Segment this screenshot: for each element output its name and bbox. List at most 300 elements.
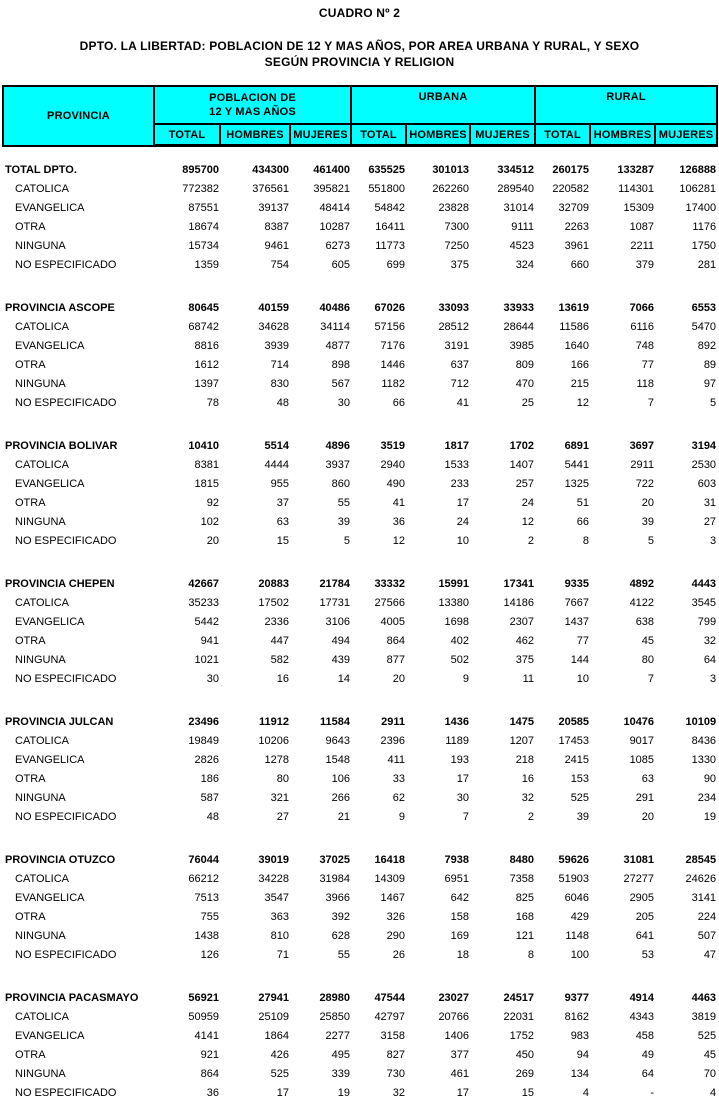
value-cell: 281 xyxy=(655,255,717,274)
value-cell: 6116 xyxy=(590,317,655,336)
religion-label: CATOLICA xyxy=(3,317,154,336)
value-cell: 23828 xyxy=(406,198,470,217)
value-cell: 395821 xyxy=(290,179,351,198)
value-cell: 66212 xyxy=(154,869,220,888)
value-cell: 66 xyxy=(535,512,590,531)
value-cell: 375 xyxy=(470,650,535,669)
value-cell: 89 xyxy=(655,355,717,374)
value-cell: 7066 xyxy=(590,298,655,317)
value-cell: 10206 xyxy=(220,731,290,750)
value-cell: 17341 xyxy=(470,574,535,593)
value-cell: 1548 xyxy=(290,750,351,769)
value-cell: 16411 xyxy=(351,217,406,236)
value-cell: 809 xyxy=(470,355,535,374)
value-cell: 1533 xyxy=(406,455,470,474)
value-cell: 7513 xyxy=(154,888,220,907)
value-cell: 3961 xyxy=(535,236,590,255)
value-cell: 11586 xyxy=(535,317,590,336)
value-cell: 32709 xyxy=(535,198,590,217)
value-cell: 8436 xyxy=(655,731,717,750)
value-cell: 321 xyxy=(220,788,290,807)
value-cell: 12 xyxy=(351,531,406,550)
section-header-row xyxy=(3,988,717,1007)
value-cell: 234 xyxy=(655,788,717,807)
value-cell: 628 xyxy=(290,926,351,945)
value-cell: 32 xyxy=(470,788,535,807)
value-cell: 4005 xyxy=(351,612,406,631)
value-cell: 921 xyxy=(154,1045,220,1064)
value-cell: 7 xyxy=(590,393,655,412)
value-cell: 1359 xyxy=(154,255,220,274)
value-cell: 126 xyxy=(154,945,220,964)
value-cell: 10287 xyxy=(290,217,351,236)
value-cell: 19 xyxy=(655,807,717,826)
religion-row xyxy=(3,393,717,412)
value-cell: 166 xyxy=(535,355,590,374)
religion-row xyxy=(3,888,717,907)
column-header-mujeres-rural: MUJERES xyxy=(655,124,717,146)
value-cell: 799 xyxy=(655,612,717,631)
value-cell: 825 xyxy=(470,888,535,907)
value-cell: 39019 xyxy=(220,850,290,869)
value-cell: 59626 xyxy=(535,850,590,869)
value-cell: 169 xyxy=(406,926,470,945)
section-spacer xyxy=(3,826,717,850)
value-cell: 40486 xyxy=(290,298,351,317)
column-header-hombres-poblacion: HOMBRES xyxy=(220,124,290,146)
value-cell: 7 xyxy=(590,669,655,688)
value-cell: 32 xyxy=(655,631,717,650)
value-cell: 4892 xyxy=(590,574,655,593)
value-cell: 2263 xyxy=(535,217,590,236)
table-body xyxy=(3,146,717,1102)
religion-label: NO ESPECIFICADO xyxy=(3,669,154,688)
value-cell: 9 xyxy=(406,669,470,688)
value-cell: 47 xyxy=(655,945,717,964)
value-cell: 28644 xyxy=(470,317,535,336)
value-cell: 80645 xyxy=(154,298,220,317)
value-cell: 45 xyxy=(655,1045,717,1064)
value-cell: 1475 xyxy=(470,712,535,731)
value-cell: 525 xyxy=(535,788,590,807)
value-cell: 376561 xyxy=(220,179,290,198)
religion-row xyxy=(3,374,717,393)
value-cell: 76044 xyxy=(154,850,220,869)
value-cell: 8387 xyxy=(220,217,290,236)
value-cell: 41 xyxy=(351,493,406,512)
value-cell: 233 xyxy=(406,474,470,493)
value-cell: 21784 xyxy=(290,574,351,593)
value-cell: 28512 xyxy=(406,317,470,336)
value-cell: 70 xyxy=(655,1064,717,1083)
value-cell: 4122 xyxy=(590,593,655,612)
value-cell: 8 xyxy=(470,945,535,964)
value-cell: 64 xyxy=(655,650,717,669)
value-cell: 30 xyxy=(406,788,470,807)
value-cell: 27 xyxy=(655,512,717,531)
value-cell: 5514 xyxy=(220,436,290,455)
religion-row xyxy=(3,198,717,217)
section-spacer xyxy=(3,688,717,712)
religion-row xyxy=(3,531,717,550)
table-subtitle xyxy=(0,38,719,70)
religion-row xyxy=(3,179,717,198)
value-cell: 20883 xyxy=(220,574,290,593)
value-cell: 375 xyxy=(406,255,470,274)
value-cell: 334512 xyxy=(470,160,535,179)
value-cell: 892 xyxy=(655,336,717,355)
religion-label: NINGUNA xyxy=(3,374,154,393)
poblacion-line-2: 12 Y MAS AÑOS xyxy=(155,105,350,119)
value-cell: 42797 xyxy=(351,1007,406,1026)
value-cell: 4443 xyxy=(655,574,717,593)
religion-row xyxy=(3,669,717,688)
religion-label: OTRA xyxy=(3,769,154,788)
value-cell: 30 xyxy=(154,669,220,688)
value-cell: 17 xyxy=(406,769,470,788)
value-cell: 722 xyxy=(590,474,655,493)
value-cell: 955 xyxy=(220,474,290,493)
religion-row xyxy=(3,1007,717,1026)
section-header-row xyxy=(3,850,717,869)
value-cell: 39 xyxy=(535,807,590,826)
value-cell: 2277 xyxy=(290,1026,351,1045)
value-cell: 12 xyxy=(470,512,535,531)
value-cell: 379 xyxy=(590,255,655,274)
value-cell: 1148 xyxy=(535,926,590,945)
value-cell: 11773 xyxy=(351,236,406,255)
section-name: PROVINCIA JULCAN xyxy=(3,712,154,731)
value-cell: 4 xyxy=(535,1083,590,1102)
value-cell: 49 xyxy=(590,1045,655,1064)
value-cell: 37 xyxy=(220,493,290,512)
religion-row xyxy=(3,1045,717,1064)
religion-row xyxy=(3,1064,717,1083)
value-cell: 77 xyxy=(535,631,590,650)
value-cell: 51 xyxy=(535,493,590,512)
section-spacer xyxy=(3,412,717,436)
value-cell: 1437 xyxy=(535,612,590,631)
value-cell: 25850 xyxy=(290,1007,351,1026)
religion-label: NINGUNA xyxy=(3,788,154,807)
value-cell: 3194 xyxy=(655,436,717,455)
value-cell: 1612 xyxy=(154,355,220,374)
value-cell: 16 xyxy=(470,769,535,788)
religion-label: EVANGELICA xyxy=(3,474,154,493)
value-cell: 1752 xyxy=(470,1026,535,1045)
value-cell: 39 xyxy=(290,512,351,531)
section-name: TOTAL DPTO. xyxy=(3,160,154,179)
value-cell: 186 xyxy=(154,769,220,788)
religion-row xyxy=(3,907,717,926)
value-cell: 33 xyxy=(351,769,406,788)
value-cell: 114301 xyxy=(590,179,655,198)
value-cell: 25109 xyxy=(220,1007,290,1026)
religion-row xyxy=(3,317,717,336)
value-cell: 6951 xyxy=(406,869,470,888)
column-header-hombres-rural: HOMBRES xyxy=(590,124,655,146)
value-cell: 1407 xyxy=(470,455,535,474)
value-cell: 19 xyxy=(290,1083,351,1102)
value-cell: 3819 xyxy=(655,1007,717,1026)
value-cell: 864 xyxy=(351,631,406,650)
value-cell: 16 xyxy=(220,669,290,688)
column-group-poblacion xyxy=(154,86,351,124)
religion-label: NO ESPECIFICADO xyxy=(3,255,154,274)
value-cell: 27941 xyxy=(220,988,290,1007)
value-cell: 39137 xyxy=(220,198,290,217)
value-cell: 1182 xyxy=(351,374,406,393)
value-cell: 641 xyxy=(590,926,655,945)
religion-row xyxy=(3,631,717,650)
value-cell: 34114 xyxy=(290,317,351,336)
value-cell: 133287 xyxy=(590,160,655,179)
section-header-row xyxy=(3,574,717,593)
value-cell: 5470 xyxy=(655,317,717,336)
value-cell: 2396 xyxy=(351,731,406,750)
value-cell: 11 xyxy=(470,669,535,688)
religion-row xyxy=(3,236,717,255)
value-cell: 1207 xyxy=(470,731,535,750)
value-cell: 34628 xyxy=(220,317,290,336)
value-cell: 97 xyxy=(655,374,717,393)
religion-label: OTRA xyxy=(3,493,154,512)
value-cell: 363 xyxy=(220,907,290,926)
value-cell: 9111 xyxy=(470,217,535,236)
value-cell: 2415 xyxy=(535,750,590,769)
value-cell: 10410 xyxy=(154,436,220,455)
value-cell: 17400 xyxy=(655,198,717,217)
religion-row xyxy=(3,512,717,531)
value-cell: 660 xyxy=(535,255,590,274)
value-cell: 458 xyxy=(590,1026,655,1045)
value-cell: 30 xyxy=(290,393,351,412)
value-cell: 31014 xyxy=(470,198,535,217)
value-cell: 77 xyxy=(590,355,655,374)
value-cell: 21 xyxy=(290,807,351,826)
value-cell: 8480 xyxy=(470,850,535,869)
value-cell: 45 xyxy=(590,631,655,650)
value-cell: 48 xyxy=(220,393,290,412)
subtitle-line-2: SEGÚN PROVINCIA Y RELIGION xyxy=(0,54,719,70)
value-cell: 2 xyxy=(470,531,535,550)
value-cell: 224 xyxy=(655,907,717,926)
value-cell: 1189 xyxy=(406,731,470,750)
value-cell: 33933 xyxy=(470,298,535,317)
value-cell: 15 xyxy=(220,531,290,550)
value-cell: 712 xyxy=(406,374,470,393)
value-cell: 470 xyxy=(470,374,535,393)
religion-label: OTRA xyxy=(3,355,154,374)
value-cell: 10476 xyxy=(590,712,655,731)
value-cell: 7938 xyxy=(406,850,470,869)
religion-label: NINGUNA xyxy=(3,236,154,255)
religion-row xyxy=(3,869,717,888)
value-cell: 18674 xyxy=(154,217,220,236)
value-cell: 4343 xyxy=(590,1007,655,1026)
value-cell: 11584 xyxy=(290,712,351,731)
value-cell: 269 xyxy=(470,1064,535,1083)
value-cell: 262260 xyxy=(406,179,470,198)
section-header-row xyxy=(3,298,717,317)
value-cell: 1702 xyxy=(470,436,535,455)
value-cell: 3191 xyxy=(406,336,470,355)
religion-label: EVANGELICA xyxy=(3,750,154,769)
religion-label: NO ESPECIFICADO xyxy=(3,531,154,550)
value-cell: 55 xyxy=(290,945,351,964)
value-cell: 51903 xyxy=(535,869,590,888)
value-cell: 92 xyxy=(154,493,220,512)
value-cell: 3519 xyxy=(351,436,406,455)
value-cell: 3141 xyxy=(655,888,717,907)
value-cell: 1330 xyxy=(655,750,717,769)
statistics-table xyxy=(2,85,718,1102)
value-cell: 462 xyxy=(470,631,535,650)
value-cell: 495 xyxy=(290,1045,351,1064)
value-cell: 24 xyxy=(406,512,470,531)
value-cell: 16418 xyxy=(351,850,406,869)
value-cell: 1817 xyxy=(406,436,470,455)
value-cell: 55 xyxy=(290,493,351,512)
value-cell: 502 xyxy=(406,650,470,669)
value-cell: 7250 xyxy=(406,236,470,255)
value-cell: 4141 xyxy=(154,1026,220,1045)
value-cell: 36 xyxy=(351,512,406,531)
value-cell: 14186 xyxy=(470,593,535,612)
value-cell: 7358 xyxy=(470,869,535,888)
value-cell: 7176 xyxy=(351,336,406,355)
value-cell: 12 xyxy=(535,393,590,412)
value-cell: 3937 xyxy=(290,455,351,474)
religion-label: EVANGELICA xyxy=(3,888,154,907)
value-cell: 429 xyxy=(535,907,590,926)
religion-row xyxy=(3,493,717,512)
value-cell: 24 xyxy=(470,493,535,512)
value-cell: 755 xyxy=(154,907,220,926)
value-cell: 215 xyxy=(535,374,590,393)
value-cell: - xyxy=(590,1083,655,1102)
value-cell: 2826 xyxy=(154,750,220,769)
value-cell: 40159 xyxy=(220,298,290,317)
value-cell: 3158 xyxy=(351,1026,406,1045)
value-cell: 1864 xyxy=(220,1026,290,1045)
column-group-rural: RURAL xyxy=(535,86,717,124)
value-cell: 193 xyxy=(406,750,470,769)
value-cell: 94 xyxy=(535,1045,590,1064)
value-cell: 20585 xyxy=(535,712,590,731)
religion-label: EVANGELICA xyxy=(3,1026,154,1045)
value-cell: 426 xyxy=(220,1045,290,1064)
value-cell: 47544 xyxy=(351,988,406,1007)
value-cell: 1750 xyxy=(655,236,717,255)
value-cell: 4 xyxy=(655,1083,717,1102)
value-cell: 2 xyxy=(470,807,535,826)
value-cell: 9643 xyxy=(290,731,351,750)
section-header-row xyxy=(3,712,717,731)
value-cell: 10109 xyxy=(655,712,717,731)
value-cell: 5 xyxy=(290,531,351,550)
value-cell: 730 xyxy=(351,1064,406,1083)
value-cell: 810 xyxy=(220,926,290,945)
value-cell: 257 xyxy=(470,474,535,493)
value-cell: 6046 xyxy=(535,888,590,907)
religion-row xyxy=(3,593,717,612)
value-cell: 26 xyxy=(351,945,406,964)
page-title: CUADRO Nº 2 xyxy=(0,6,719,20)
column-header-hombres-urbana: HOMBRES xyxy=(406,124,470,146)
subtitle-line-1: DPTO. LA LIBERTAD: POBLACION DE 12 Y MAS AÑOS, POR AREA URBANA Y RURAL, Y SEXO xyxy=(0,38,719,54)
value-cell: 941 xyxy=(154,631,220,650)
value-cell: 447 xyxy=(220,631,290,650)
value-cell: 31081 xyxy=(590,850,655,869)
value-cell: 24517 xyxy=(470,988,535,1007)
religion-label: NINGUNA xyxy=(3,650,154,669)
value-cell: 439 xyxy=(290,650,351,669)
value-cell: 62 xyxy=(351,788,406,807)
value-cell: 102 xyxy=(154,512,220,531)
value-cell: 1438 xyxy=(154,926,220,945)
religion-row xyxy=(3,455,717,474)
value-cell: 13619 xyxy=(535,298,590,317)
value-cell: 33332 xyxy=(351,574,406,593)
value-cell: 5442 xyxy=(154,612,220,631)
value-cell: 25 xyxy=(470,393,535,412)
column-header-total-urbana: TOTAL xyxy=(351,124,406,146)
column-header-mujeres-urbana: MUJERES xyxy=(470,124,535,146)
value-cell: 1467 xyxy=(351,888,406,907)
value-cell: 20766 xyxy=(406,1007,470,1026)
value-cell: 864 xyxy=(154,1064,220,1083)
value-cell: 635525 xyxy=(351,160,406,179)
value-cell: 3547 xyxy=(220,888,290,907)
section-spacer xyxy=(3,550,717,574)
value-cell: 14 xyxy=(290,669,351,688)
religion-label: NO ESPECIFICADO xyxy=(3,807,154,826)
religion-label: EVANGELICA xyxy=(3,336,154,355)
value-cell: 582 xyxy=(220,650,290,669)
column-header-provincia: PROVINCIA xyxy=(3,86,154,146)
value-cell: 68742 xyxy=(154,317,220,336)
value-cell: 754 xyxy=(220,255,290,274)
value-cell: 20 xyxy=(154,531,220,550)
value-cell: 411 xyxy=(351,750,406,769)
value-cell: 3939 xyxy=(220,336,290,355)
value-cell: 1085 xyxy=(590,750,655,769)
value-cell: 126888 xyxy=(655,160,717,179)
religion-label: NO ESPECIFICADO xyxy=(3,393,154,412)
value-cell: 36 xyxy=(154,1083,220,1102)
value-cell: 8381 xyxy=(154,455,220,474)
value-cell: 1278 xyxy=(220,750,290,769)
value-cell: 33093 xyxy=(406,298,470,317)
religion-label: CATOLICA xyxy=(3,179,154,198)
value-cell: 1698 xyxy=(406,612,470,631)
value-cell: 100 xyxy=(535,945,590,964)
value-cell: 748 xyxy=(590,336,655,355)
value-cell: 63 xyxy=(220,512,290,531)
value-cell: 8 xyxy=(535,531,590,550)
value-cell: 494 xyxy=(290,631,351,650)
value-cell: 4463 xyxy=(655,988,717,1007)
value-cell: 1021 xyxy=(154,650,220,669)
religion-label: CATOLICA xyxy=(3,455,154,474)
value-cell: 14309 xyxy=(351,869,406,888)
value-cell: 877 xyxy=(351,650,406,669)
value-cell: 7300 xyxy=(406,217,470,236)
religion-row xyxy=(3,255,717,274)
value-cell: 5 xyxy=(590,531,655,550)
column-group-urbana: URBANA xyxy=(351,86,535,124)
